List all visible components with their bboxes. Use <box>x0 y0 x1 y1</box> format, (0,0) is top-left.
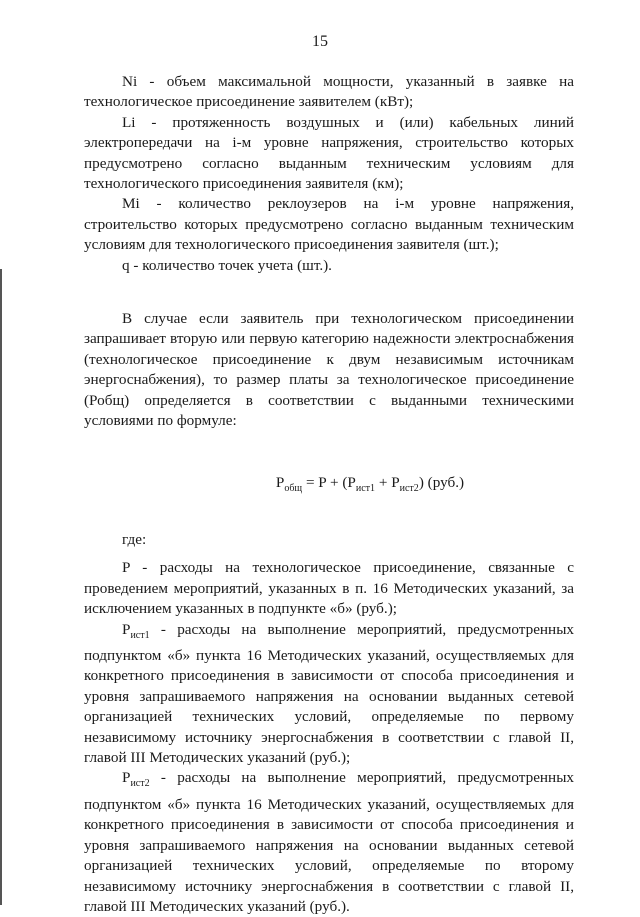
definition-p: P - расходы на технологическое присоединение, связанные с проведением мероприятий, указанных в п. 16 Методических указаний, за исключением указанных в подпункте «б» (руб.); <box>84 559 574 618</box>
p-ist1-sub: ист1 <box>130 629 150 641</box>
formula-tail: ) (руб.) <box>418 473 465 491</box>
where-label: где: <box>122 530 147 548</box>
definition-p-ist1 <box>84 620 574 769</box>
formula-middle: = P + (P <box>302 473 356 491</box>
p-ist2-sub: ист2 <box>130 778 150 790</box>
scan-margin-line <box>0 269 2 905</box>
definition-li: Li - протяженность воздушных и (или) кабельных линий электропередачи на i-м уровне напряжения, строительство которых предусмотрено согласно выданным техническим условиям для технологического присоединения заявителя (км); <box>84 113 574 193</box>
p-ist2-symbol: P <box>122 769 131 787</box>
definition-q: q - количество точек учета (шт.). <box>122 256 332 274</box>
p-ist2-text: - расходы на выполнение мероприятий, предусмотренных подпунктом «б» пункта 16 Методических указаний, осуществляемых для конкретного присоединения в зависимости от способа присоединения и уровня запрашиваемого напряжения на основании выданных сетевой организацией технических условий, определяемые по второму независимому источнику энергоснабжения в соответствии с главой II, главой III Методических указаний (руб.). <box>84 769 574 915</box>
paragraph-case: В случае если заявитель при технологическом присоединении запрашивает вторую или первую категорию надежности электроснабжения (технологическое присоединение к двум независимым источникам энергоснабжения), то размер платы за технологическое присоединение (Робщ) определяется в соответствии с выданными техническими условиями по формуле: <box>84 310 574 430</box>
p-ist1-symbol: P <box>122 620 131 638</box>
definition-mi: Mi - количество реклоузеров на i-м уровне напряжения, строительство которых предусмотрено согласно выданным техническим условиям для технологического присоединения заявителя (шт.); <box>84 195 574 254</box>
page-number: 15 <box>312 33 328 50</box>
formula-lhs-sub: общ <box>284 482 303 494</box>
formula-sub1: ист1 <box>355 482 376 494</box>
p-ist1-text: - расходы на выполнение мероприятий, предусмотренных подпунктом «б» пункта 16 Методических указаний, осуществляемых для конкретного присоединения в зависимости от способа присоединения и уровня запрашиваемого напряжения на основании выданных сетевой организацией технических условий, определяемые по первому независимому источнику энергоснабжения в соответствии с главой II, главой III Методических указаний (руб.); <box>84 620 574 767</box>
formula <box>166 473 574 499</box>
formula-lhs: P <box>275 473 285 491</box>
definition-p-ist2 <box>84 768 574 917</box>
document-body <box>84 72 574 917</box>
formula-plus: + P <box>375 473 400 491</box>
formula-sub2: ист2 <box>399 482 419 494</box>
definition-ni: Ni - объем максимальной мощности, указанный в заявке на технологическое присоединение заявителем (кВт); <box>84 73 574 111</box>
